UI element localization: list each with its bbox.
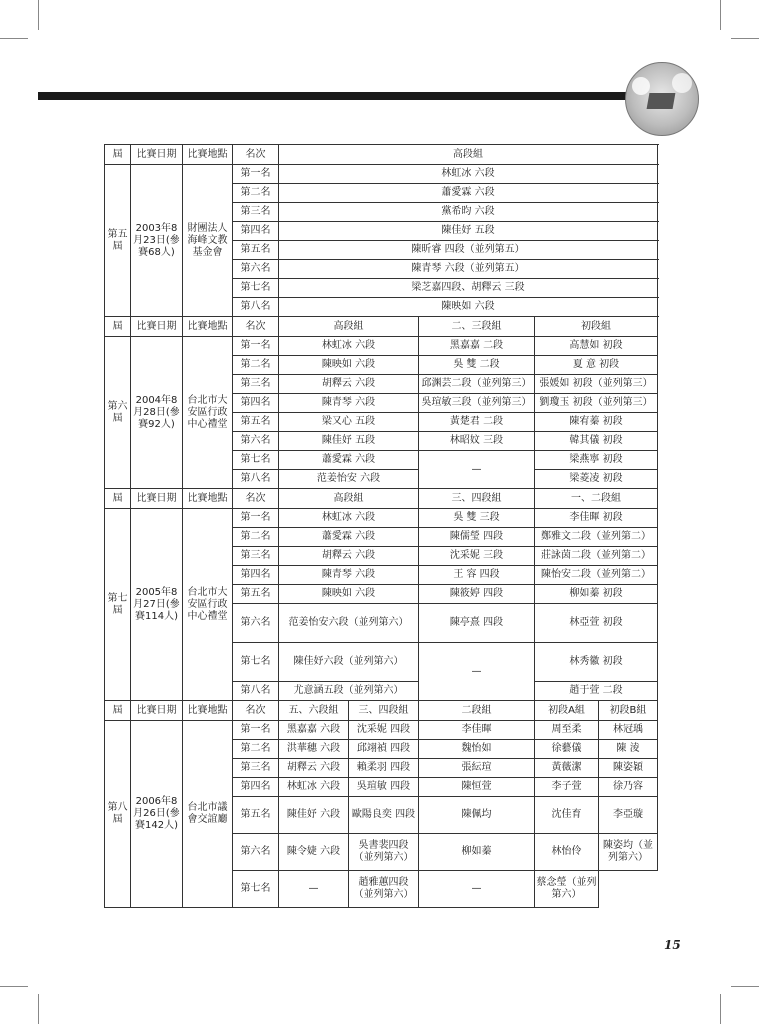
- column-header: 屆: [105, 145, 131, 165]
- group-header: 高段組: [279, 489, 419, 509]
- rank-cell: 第四名: [233, 394, 279, 413]
- column-header: 比賽日期: [131, 489, 183, 509]
- rank-cell: 第三名: [233, 375, 279, 394]
- result-cell: 陳姿穎: [599, 759, 658, 778]
- result-cell: 胡釋云 六段: [279, 547, 419, 566]
- rank-cell: 第七名: [233, 279, 279, 298]
- result-cell: 陳怡安二段（並列第二）: [535, 566, 658, 585]
- result-cell: 林秀徽 初段: [535, 643, 658, 682]
- rank-cell: 第一名: [233, 337, 279, 356]
- result-cell: 吳書裴四段（並列第六）: [349, 834, 419, 871]
- date-cell: 2005年8月27日(參賽114人): [131, 509, 183, 701]
- result-cell: 梁又心 五段: [279, 413, 419, 432]
- result-cell: 李子萱: [535, 778, 599, 797]
- result-cell: 陳青琴 六段: [279, 566, 419, 585]
- rank-cell: 第二名: [233, 740, 279, 759]
- result-cell: 沈采妮 四段: [349, 721, 419, 740]
- result-cell: 黑嘉嘉 二段: [419, 337, 535, 356]
- result-cell: 張媛如 初段（並列第三）: [535, 375, 658, 394]
- result-cell: 李亞璇: [599, 797, 658, 834]
- rank-cell: 第八名: [233, 298, 279, 317]
- result-cell: 陳映如 六段: [279, 356, 419, 375]
- rank-cell: 第一名: [233, 165, 279, 184]
- result-cell: 沈佳育: [535, 797, 599, 834]
- result-cell: 張紜瑄: [419, 759, 535, 778]
- session-cell: 第八屆: [105, 721, 131, 908]
- result-cell: 林亞萱 初段: [535, 604, 658, 643]
- table-row: [105, 509, 658, 528]
- result-cell: 趙于萱 二段: [535, 682, 658, 701]
- table-header-row: [105, 701, 658, 721]
- column-header: 名次: [233, 145, 279, 165]
- column-header: 比賽地點: [183, 145, 233, 165]
- rank-cell: 第六名: [233, 432, 279, 451]
- result-cell: 陳佳妤 六段: [279, 797, 349, 834]
- date-cell: 2004年8月28日(參賽92人): [131, 337, 183, 489]
- venue-cell: 台北市議會交誼廳: [183, 721, 233, 908]
- rank-cell: 第三名: [233, 547, 279, 566]
- venue-cell: 台北市大安區行政中心禮堂: [183, 509, 233, 701]
- rank-cell: 第六名: [233, 834, 279, 871]
- result-cell: 林虹冰 六段: [279, 509, 419, 528]
- result-cell: 梁燕寧 初段: [535, 451, 658, 470]
- result-cell: 黑嘉嘉 六段: [279, 721, 349, 740]
- result-cell: 陳青琴 六段（並列第五）: [279, 260, 658, 279]
- page-number: 15: [664, 938, 681, 952]
- column-header: 屆: [105, 701, 131, 721]
- rank-cell: 第一名: [233, 509, 279, 528]
- result-cell: 黃薇潔: [535, 759, 599, 778]
- result-cell: 吳 雙 三段: [419, 509, 535, 528]
- result-cell: —: [419, 451, 535, 489]
- column-header: 名次: [233, 701, 279, 721]
- result-cell: 陳佳妤 五段: [279, 222, 658, 241]
- result-cell: 蕭愛霖 六段: [279, 451, 419, 470]
- result-cell: 陳令婕 六段: [279, 834, 349, 871]
- rank-cell: 第一名: [233, 721, 279, 740]
- crop-mark: [720, 994, 721, 1024]
- result-cell: 陳佳妤六段（並列第六）: [279, 643, 419, 682]
- column-header: 比賽地點: [183, 701, 233, 721]
- rank-cell: 第六名: [233, 260, 279, 279]
- result-cell: 吳瑄敏三段（並列第三）: [419, 394, 535, 413]
- result-cell: 陳佳妤 五段: [279, 432, 419, 451]
- group-header: 五、六段組: [279, 701, 349, 721]
- rank-cell: 第四名: [233, 778, 279, 797]
- result-cell: 李佳暉 初段: [535, 509, 658, 528]
- session-cell: 第六屆: [105, 337, 131, 489]
- group-header: 高段組: [279, 145, 658, 165]
- table-header-row: [105, 317, 658, 337]
- result-cell: —: [419, 643, 535, 701]
- crop-mark: [0, 986, 28, 987]
- group-header: 高段組: [279, 317, 419, 337]
- column-header: 屆: [105, 317, 131, 337]
- rank-cell: 第四名: [233, 566, 279, 585]
- rank-cell: 第五名: [233, 241, 279, 260]
- rank-cell: 第五名: [233, 413, 279, 432]
- result-cell: 陳青琴 六段: [279, 394, 419, 413]
- result-cell: 林冠瑀: [599, 721, 658, 740]
- result-cell: 韓其儀 初段: [535, 432, 658, 451]
- result-cell: 高慧如 初段: [535, 337, 658, 356]
- result-cell: 林虹冰 六段: [279, 165, 658, 184]
- group-header: 二、三段組: [419, 317, 535, 337]
- rank-cell: 第二名: [233, 528, 279, 547]
- group-header: 二段組: [419, 701, 535, 721]
- result-cell: 范姜怡安 六段: [279, 470, 419, 489]
- crop-mark: [731, 986, 759, 987]
- rank-cell: 第七名: [233, 871, 279, 908]
- result-cell: 邱渊芸二段（並列第三）: [419, 375, 535, 394]
- crop-mark: [38, 994, 39, 1024]
- result-cell: 賴柔羽 四段: [349, 759, 419, 778]
- crop-mark: [731, 38, 759, 39]
- column-header: 比賽日期: [131, 317, 183, 337]
- result-cell: 蕭愛霖 六段: [279, 528, 419, 547]
- result-cell: 梁菱凌 初段: [535, 470, 658, 489]
- result-cell: 柳如蓁 初段: [535, 585, 658, 604]
- rank-cell: 第七名: [233, 451, 279, 470]
- result-cell: 蔡念瑩（並列第六）: [535, 871, 599, 908]
- column-header: 比賽地點: [183, 317, 233, 337]
- rank-cell: 第三名: [233, 203, 279, 222]
- table-header-row: [105, 489, 658, 509]
- result-cell: 陳 淩: [599, 740, 658, 759]
- result-cell: 柳如蓁: [419, 834, 535, 871]
- result-cell: 徐乃容: [599, 778, 658, 797]
- table-row: [105, 165, 658, 184]
- group-header: 初段組: [535, 317, 658, 337]
- crop-mark: [720, 0, 721, 30]
- rank-cell: 第四名: [233, 222, 279, 241]
- result-cell: 尤意涵五段（並列第六）: [279, 682, 419, 701]
- column-header: 比賽地點: [183, 489, 233, 509]
- result-cell: 劉瓊玉 初段（並列第三）: [535, 394, 658, 413]
- table-row: [105, 337, 658, 356]
- crop-mark: [0, 38, 28, 39]
- result-cell: 陳映如 六段: [279, 585, 419, 604]
- table-row: [105, 721, 658, 740]
- result-cell: 陳映如 六段: [279, 298, 658, 317]
- result-cell: 陳筱婷 四段: [419, 585, 535, 604]
- result-cell: 陳恒萱: [419, 778, 535, 797]
- result-cell: 魏怡如: [419, 740, 535, 759]
- result-cell: 陳亭熹 四段: [419, 604, 535, 643]
- result-cell: 李佳暉: [419, 721, 535, 740]
- result-cell: 趙雅蕙四段（並列第六）: [349, 871, 419, 908]
- result-cell: 陳姿均（並列第六）: [599, 834, 658, 871]
- result-cell: 胡釋云 六段: [279, 375, 419, 394]
- venue-cell: 台北市大安區行政中心禮堂: [183, 337, 233, 489]
- group-header: 三、四段組: [419, 489, 535, 509]
- result-cell: 林虹冰 六段: [279, 778, 349, 797]
- column-header: 名次: [233, 489, 279, 509]
- date-cell: 2003年8月23日(參賽68人): [131, 165, 183, 317]
- result-cell: 林虹冰 六段: [279, 337, 419, 356]
- column-header: 比賽日期: [131, 701, 183, 721]
- result-cell: 陳儒瑩 四段: [419, 528, 535, 547]
- result-cell: 陳佩均: [419, 797, 535, 834]
- result-cell: 梁芝嘉四段、胡釋云 三段: [279, 279, 658, 298]
- rank-cell: 第二名: [233, 184, 279, 203]
- result-cell: 邱翊禎 四段: [349, 740, 419, 759]
- group-header: 初段A組: [535, 701, 599, 721]
- venue-cell: 財團法人海峰文教基金會: [183, 165, 233, 317]
- crop-mark: [38, 0, 39, 30]
- column-header: 比賽日期: [131, 145, 183, 165]
- result-cell: 吳瑄敏 四段: [349, 778, 419, 797]
- result-cell: 鄭雅文二段（並列第二）: [535, 528, 658, 547]
- column-header: 屆: [105, 489, 131, 509]
- rank-cell: 第二名: [233, 356, 279, 375]
- result-cell: 徐藝儀: [535, 740, 599, 759]
- result-cell: 黨希昀 六段: [279, 203, 658, 222]
- session-cell: 第五屆: [105, 165, 131, 317]
- result-cell: 沈采妮 三段: [419, 547, 535, 566]
- result-cell: 蕭愛霖 六段: [279, 184, 658, 203]
- session-cell: 第七屆: [105, 509, 131, 701]
- result-cell: 歐陽良奕 四段: [349, 797, 419, 834]
- result-cell: 范姜怡安六段（並列第六）: [279, 604, 419, 643]
- group-header: 三、四段組: [349, 701, 419, 721]
- result-cell: 王 容 四段: [419, 566, 535, 585]
- column-header: 名次: [233, 317, 279, 337]
- go-board-emblem: [625, 62, 699, 136]
- header-bar: [38, 92, 658, 100]
- rank-cell: 第八名: [233, 682, 279, 701]
- result-cell: 黃楚君 二段: [419, 413, 535, 432]
- result-cell: 林昭妏 三段: [419, 432, 535, 451]
- result-cell: 吳 雙 二段: [419, 356, 535, 375]
- group-header: 一、二段組: [535, 489, 658, 509]
- result-cell: 洪華穗 六段: [279, 740, 349, 759]
- result-cell: 胡釋云 六段: [279, 759, 349, 778]
- table-header-row: [105, 145, 658, 165]
- rank-cell: 第六名: [233, 604, 279, 643]
- result-cell: 林怡伶: [535, 834, 599, 871]
- result-cell: 夏 意 初段: [535, 356, 658, 375]
- rank-cell: 第五名: [233, 585, 279, 604]
- result-cell: 莊詠茵二段（並列第二）: [535, 547, 658, 566]
- rank-cell: 第五名: [233, 797, 279, 834]
- rank-cell: 第七名: [233, 643, 279, 682]
- result-cell: 陳宥蓁 初段: [535, 413, 658, 432]
- group-header: 初段B組: [599, 701, 658, 721]
- result-cell: —: [419, 871, 535, 908]
- date-cell: 2006年8月26日(參賽142人): [131, 721, 183, 908]
- rank-cell: 第三名: [233, 759, 279, 778]
- results-table: [104, 144, 658, 908]
- result-cell: —: [279, 871, 349, 908]
- rank-cell: 第八名: [233, 470, 279, 489]
- result-cell: 周至柔: [535, 721, 599, 740]
- result-cell: 陳昕睿 四段（並列第五）: [279, 241, 658, 260]
